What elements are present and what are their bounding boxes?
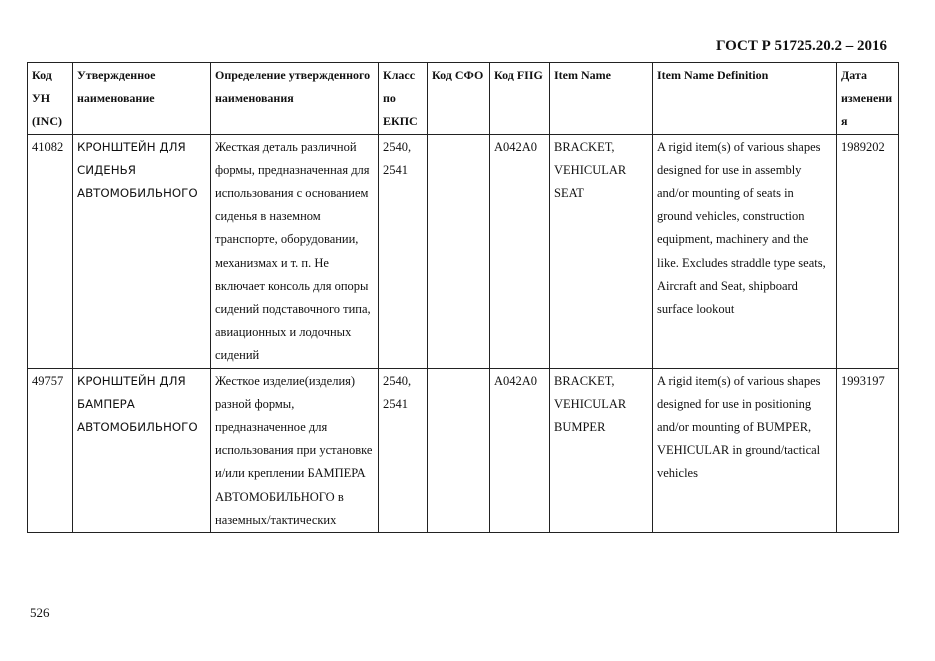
cell-item-definition: A rigid item(s) of various shapes designed for use in positioning and/or mounting of BUMPER, VEHICULAR in ground/tactical vehicles [653,368,837,532]
column-header-name: Утвержденное наименование [73,63,211,135]
column-header-item-name: Item Name [550,63,653,135]
column-header-definition: Определение утвержденного наименования [211,63,379,135]
cell-date: 1989202 [837,134,899,368]
item-name-table [27,62,899,533]
cell-sfo [428,134,490,368]
cell-definition: Жесткая деталь различной формы, предназначенная для использования с основанием сиденья в наземном транспорте, оборудовании, механизмах и т. п. Не включает консоль для опоры сидений подставочного типа, авиационных и лодочных сидений [211,134,379,368]
cell-item-name: BRACKET, VEHICULAR SEAT [550,134,653,368]
column-header-code: Код УН (INC) [28,63,73,135]
column-header-sfo: Код СФО [428,63,490,135]
cell-item-name: BRACKET, VEHICULAR BUMPER [550,368,653,532]
column-header-item-definition: Item Name Definition [653,63,837,135]
document-standard-header: ГОСТ Р 51725.20.2 – 2016 [715,38,887,54]
cell-class: 2540, 2541 [379,134,428,368]
cell-sfo [428,368,490,532]
table-row [28,134,899,368]
cell-class: 2540, 2541 [379,368,428,532]
cell-code: 49757 [28,368,73,532]
cell-code: 41082 [28,134,73,368]
cell-fiig: A042A0 [490,368,550,532]
cell-name: КРОНШТЕЙН ДЛЯ СИДЕНЬЯ АВТОМОБИЛЬНОГО [73,134,211,368]
cell-date: 1993197 [837,368,899,532]
column-header-class: Класс по ЕКПС [379,63,428,135]
table-header-row [28,63,899,135]
page-number: 526 [30,605,50,620]
column-header-date: Дата изменения [837,63,899,135]
cell-name: КРОНШТЕЙН ДЛЯ БАМПЕРА АВТОМОБИЛЬНОГО [73,368,211,532]
table-row [28,368,899,532]
cell-item-definition: A rigid item(s) of various shapes designed for use in assembly and/or mounting of seats in ground vehicles, construction equipment, machinery and the like. Excludes straddle type seats, Aircraft and Seat, shipboard surface lookout [653,134,837,368]
cell-fiig: A042A0 [490,134,550,368]
column-header-fiig: Код FIIG [490,63,550,135]
cell-definition: Жесткое изделие(изделия) разной формы, предназначенное для использования при установке и/или креплении БАМПЕРА АВТОМОБИЛЬНОГО в наземных/тактических [211,368,379,532]
